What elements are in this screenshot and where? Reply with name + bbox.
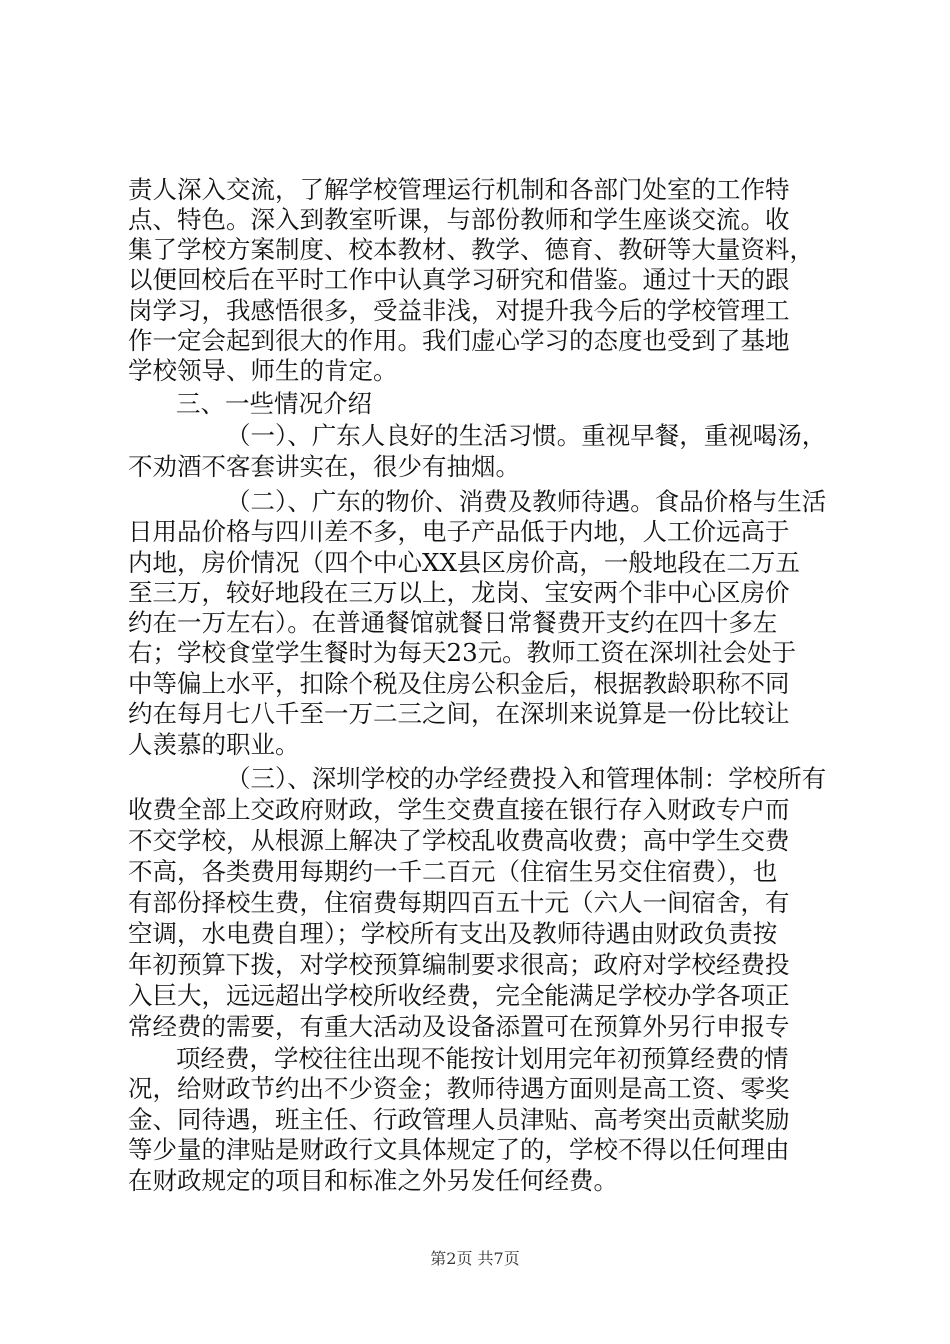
text-line: 等少量的津贴是财政行文具体规定了的，学校不得以任何理由	[128, 1135, 790, 1164]
text-line: 不交学校，从根源上解决了学校乱收费高收费；高中学生交费	[128, 826, 790, 855]
text-line: 以便回校后在平时工作中认真学习研究和借鉴。通过十天的跟	[128, 265, 790, 294]
text-line: 约在一万左右）。在普通餐馆就餐日常餐费开支约在四十多左	[128, 608, 778, 637]
text-line: 右；学校食堂学生餐时为每天23元。教师工资在深圳社会处于	[128, 638, 797, 667]
text-line: 至三万，较好地段在三万以上，龙岗、宝安两个非中心区房价	[128, 578, 790, 607]
document-body	[128, 174, 828, 1204]
text-line: （二）、广东的物价、消费及教师待遇。食品价格与生活	[226, 487, 827, 516]
text-line: 常经费的需要，有重大活动及设备添置可在预算外另行申报专	[128, 1012, 790, 1041]
text-line: 空调，水电费自理）；学校所有支出及教师待遇由财政负责按	[128, 919, 778, 948]
page-footer: 第2页 共7页	[430, 1249, 520, 1268]
text-line: 入巨大，远远超出学校所收经费，完全能满足学校办学各项正	[128, 981, 790, 1010]
text-line: 在财政规定的项目和标准之外另发任何经费。	[128, 1166, 618, 1195]
text-line: 人羡慕的职业。	[128, 730, 300, 759]
text-line: 学校领导、师生的肯定。	[128, 356, 398, 385]
text-line: 约在每月七八千至一万二三之间，在深圳来说算是一份比较让	[128, 699, 790, 728]
text-line: 日用品价格与四川差不多，电子产品低于内地，人工价远高于	[128, 517, 790, 546]
text-line: 有部份择校生费，住宿费每期四百五十元（六人一间宿舍，有	[128, 888, 790, 917]
text-line: 不高，各类费用每期约一千二百元（住宿生另交住宿费），也	[128, 857, 778, 886]
text-line: 集了学校方案制度、校本教材、教学、德育、教研等大量资料，	[128, 235, 814, 264]
text-line: 年初预算下拨，对学校预算编制要求很高；政府对学校经费投	[128, 950, 790, 979]
text-line: 金、同待遇，班主任、行政管理人员津贴、高考突出贡献奖励	[128, 1105, 790, 1134]
text-line: 况，给财政节约出不少资金；教师待遇方面则是高工资、零奖	[128, 1074, 790, 1103]
text-line: 中等偏上水平，扣除个税及住房公积金后，根据教龄职称不同	[128, 669, 790, 698]
text-line: 点、特色。深入到教室听课，与部份教师和学生座谈交流。收	[128, 205, 790, 234]
text-line: 内地，房价情况（四个中心XX县区房价高，一般地段在二万五	[128, 548, 800, 577]
text-line: 作一定会起到很大的作用。我们虚心学习的态度也受到了基地	[128, 326, 790, 355]
text-line: 收费全部上交政府财政，学生交费直接在银行存入财政专户而	[128, 795, 790, 824]
text-line: 三、一些情况介绍	[176, 389, 372, 418]
text-line: （一）、广东人良好的生活习惯。重视早餐，重视喝汤，	[226, 421, 827, 450]
text-line: （三）、深圳学校的办学经费投入和管理体制：学校所有	[226, 764, 827, 793]
text-line: 项经费，学校往往出现不能按计划用完年初预算经费的情	[176, 1044, 789, 1073]
text-line: 不劝酒不客套讲实在，很少有抽烟。	[128, 452, 520, 481]
text-line: 岗学习，我感悟很多，受益非浅，对提升我今后的学校管理工	[128, 296, 790, 325]
text-line: 责人深入交流，了解学校管理运行机制和各部门处室的工作特	[128, 175, 790, 204]
